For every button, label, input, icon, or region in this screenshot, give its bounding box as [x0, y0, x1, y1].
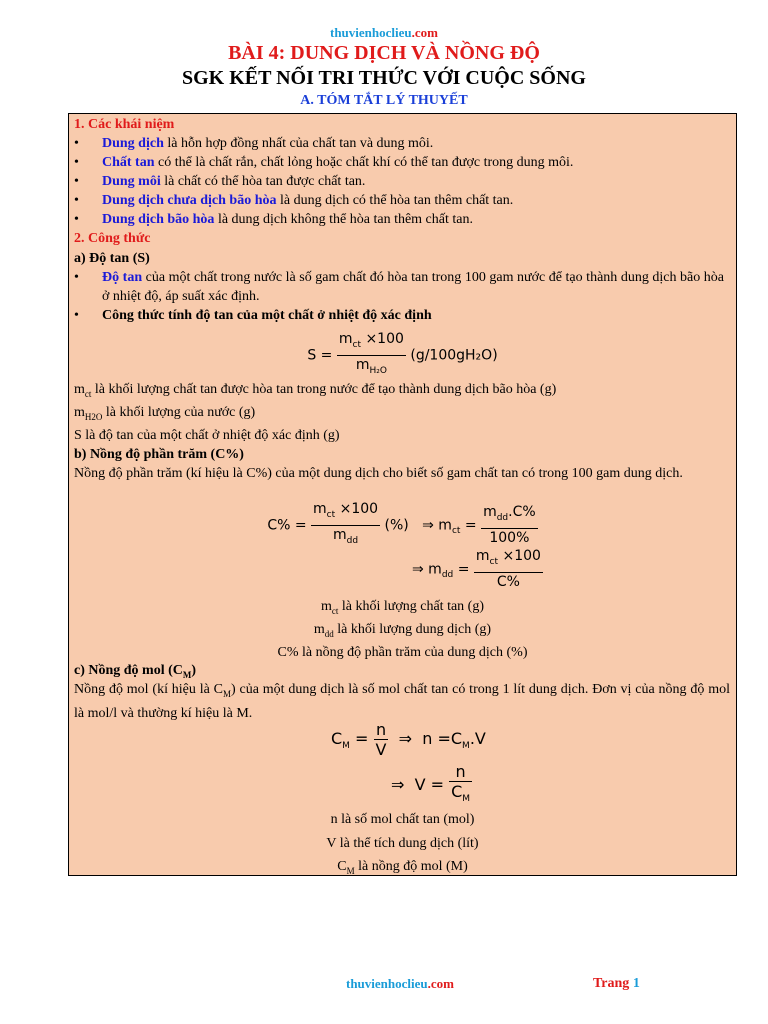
frac-num-sub: ct — [326, 509, 336, 520]
formula-lhs: C — [331, 729, 343, 748]
frac-num-rest: .C% — [508, 503, 536, 520]
def-symbol: C — [337, 859, 347, 874]
frac-den-sub: H₂O — [369, 365, 387, 376]
percent-formula-2 — [412, 547, 543, 592]
molar-definition — [74, 680, 730, 723]
formula-lhs: C% = — [267, 517, 307, 534]
frac-num-sub: dd — [496, 512, 509, 523]
definition-line — [74, 380, 730, 404]
concept-term: Dung môi — [102, 174, 161, 189]
frac-den: 100% — [481, 528, 538, 548]
molar-heading-pre: c) Nồng độ mol (C — [74, 663, 183, 678]
def-text: là thể tích dung dịch (lít) — [336, 836, 479, 851]
page-num: 1 — [632, 976, 640, 991]
frac-den: m — [333, 526, 347, 543]
molar-formula-2 — [391, 762, 472, 809]
def-symbol: m — [320, 599, 332, 614]
page-label: Trang — [593, 976, 633, 991]
frac-den: m — [355, 356, 370, 373]
fraction — [481, 503, 538, 548]
def-text: là nồng độ phần trăm của dung dịch (%) — [298, 645, 528, 660]
concept-term: Dung dịch — [102, 136, 164, 151]
formulas-heading: 2. Công thức — [74, 231, 151, 246]
lesson-title: BÀI 4: DUNG DỊCH VÀ NỒNG ĐỘ — [228, 42, 540, 64]
molar-text-sub: M — [223, 688, 232, 699]
bullet-icon: • — [74, 193, 79, 208]
bullet-icon: • — [74, 155, 79, 170]
definition-line — [74, 426, 730, 445]
fraction — [374, 720, 389, 759]
header-site-link[interactable] — [0, 25, 768, 41]
percent-definition: Nồng độ phần trăm (kí hiệu là C%) của một dung dịch cho biết số gam chất tan có trong 100 gam dung dịch. — [74, 466, 683, 481]
solubility-heading: a) Độ tan (S) — [74, 251, 150, 266]
bullet-icon: • — [74, 212, 79, 227]
concept-term: Dung dịch chưa dịch bão hòa — [102, 193, 277, 208]
equals-sign: = — [453, 561, 470, 578]
def-sub: ct — [331, 605, 339, 616]
page-number — [593, 976, 640, 992]
def-text: là khối lượng chất tan được hòa tan trong nước để tạo thành dung dịch bão hòa (g) — [91, 382, 557, 397]
frac-num: m — [483, 503, 497, 520]
formula-lhs: S = — [307, 347, 333, 364]
frac-num-rest: ×100 — [335, 501, 379, 517]
concept-text: là hỗn hợp đồng nhất của chất tan và dung môi. — [163, 136, 434, 151]
def-text: là khối lượng của nước (g) — [102, 405, 256, 420]
frac-num-rest: ×100 — [498, 548, 541, 564]
bullet-icon: • — [74, 136, 79, 151]
molar-text-post: ) của một dung dịch là số mol chất tan có trong 1 lít dung dịch. Đơn vị của nồng độ mol là mol/l và thường kí hiệu là M. — [74, 682, 730, 721]
frac-den-sub: dd — [346, 535, 359, 546]
def-text: là khối lượng chất tan (g) — [338, 599, 484, 614]
definition-line — [74, 403, 730, 427]
implies-symbol: ⇒ m — [422, 517, 452, 534]
fraction — [474, 547, 543, 592]
def-symbol: V — [326, 836, 337, 851]
percent-formula-1 — [69, 500, 736, 551]
bullet-icon: • — [74, 308, 79, 323]
concepts-heading: 1. Các khái niệm — [74, 117, 175, 132]
def-text: là khối lượng dung dịch (g) — [333, 622, 492, 637]
solubility-formula — [69, 330, 736, 381]
concept-term: Dung dịch bão hòa — [102, 212, 215, 227]
footer-site-domain: .com — [427, 976, 454, 991]
lesson-subtitle: SGK KẾT NỐI TRI THỨC VỚI CUỘC SỐNG — [182, 67, 586, 89]
molar-heading-post: ) — [191, 663, 197, 678]
definition-line — [69, 643, 736, 662]
def-sub: ct — [84, 388, 92, 399]
formula-lhs: V = — [414, 775, 445, 795]
formula-lhs-sub: M — [342, 741, 350, 752]
bullet-icon: • — [74, 270, 79, 285]
solubility-definition — [74, 268, 730, 306]
molar-text-pre: Nồng độ mol (kí hiệu là C — [74, 682, 224, 697]
solubility-formula-label: Công thức tính độ tan của một chất ở nhiệt độ xác định — [102, 308, 432, 323]
def-sub: H2O — [84, 411, 103, 422]
frac-num: m — [475, 548, 490, 564]
solubility-text: của một chất trong nước là số gam chất đó hòa tan trong 100 gam nước để tạo thành dung dịch bão hòa ở nhiệt độ, áp suất xác định. — [102, 270, 724, 304]
concept-text: là chất có thể hòa tan được chất tan. — [160, 174, 366, 189]
molar-heading-sub: M — [182, 669, 192, 680]
definition-line — [69, 597, 736, 621]
frac-num-sub: ct — [489, 556, 499, 567]
frac-den-sub: M — [462, 794, 471, 805]
molar-formula-1 — [331, 720, 486, 759]
def-symbol: n — [330, 812, 338, 827]
frac-den: C% — [474, 572, 543, 592]
implies-symbol: ⇒ — [391, 775, 405, 795]
frac-num-sub: ct — [352, 339, 361, 350]
concept-term: Chất tan — [102, 155, 155, 170]
concept-text: là dung dịch không thể hòa tan thêm chất tan. — [214, 212, 473, 227]
def-text: là độ tan của một chất ở nhiệt độ xác định (g) — [81, 428, 340, 443]
footer-site-name: thuvienhoclieu — [346, 976, 428, 991]
concept-text: có thể là chất rắn, chất lỏng hoặc chất khí có thể tan được trong dung môi. — [154, 155, 574, 170]
def-text: là số mol chất tan (mol) — [337, 812, 475, 827]
frac-num: n — [455, 762, 466, 781]
def-symbol: m — [74, 405, 85, 420]
equals-sign: = — [349, 729, 369, 748]
formula-rhs-post: .V — [469, 729, 486, 748]
header-site-name: thuvienhoclieu — [330, 25, 412, 40]
frac-num: m — [338, 331, 353, 347]
def-sub: dd — [324, 628, 334, 639]
formula-unit: (g/100gH₂O) — [410, 347, 498, 364]
implies-sub: dd — [441, 570, 454, 581]
def-text: là nồng độ mol (M) — [354, 859, 468, 874]
footer-site-link[interactable] — [300, 976, 500, 992]
frac-num-rest: ×100 — [361, 331, 404, 347]
frac-den: V — [375, 740, 387, 759]
definition-line — [69, 810, 736, 829]
frac-num: m — [313, 501, 327, 517]
formula-rhs-sub: M — [462, 741, 470, 752]
formula-unit: (%) — [384, 517, 409, 534]
definition-line — [69, 620, 736, 644]
fraction — [311, 500, 380, 551]
definition-line — [69, 857, 736, 881]
formula-rhs: n =C — [422, 729, 463, 748]
def-symbol: m — [74, 382, 85, 397]
implies-symbol: ⇒ — [398, 729, 413, 748]
percent-heading: b) Nồng độ phần trăm (C%) — [74, 447, 244, 462]
fraction — [337, 330, 406, 381]
definition-line — [69, 834, 736, 853]
bullet-icon: • — [74, 174, 79, 189]
section-heading: A. TÓM TẮT LÝ THUYẾT — [300, 93, 468, 108]
frac-den: C — [451, 782, 463, 801]
def-symbol: S — [74, 428, 82, 443]
def-symbol: C% — [277, 645, 299, 660]
solubility-term: Độ tan — [102, 270, 143, 285]
def-symbol: m — [313, 622, 325, 637]
summary-box — [68, 113, 737, 876]
implies-symbol: ⇒ m — [412, 561, 442, 578]
def-sub: M — [346, 865, 355, 876]
concept-text: là dung dịch có thể hòa tan thêm chất tan. — [276, 193, 514, 208]
fraction — [449, 762, 472, 809]
equals-sign: = — [460, 517, 477, 534]
frac-num: n — [375, 720, 387, 739]
implies-sub: ct — [451, 526, 461, 537]
header-site-domain: .com — [411, 25, 438, 40]
